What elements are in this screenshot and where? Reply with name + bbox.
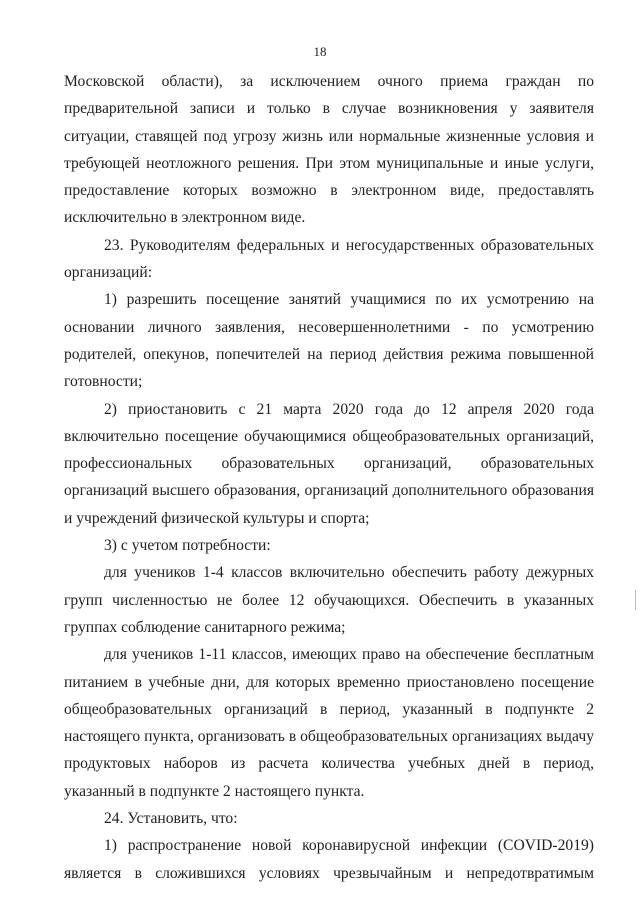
paragraph-item-23-2: 2) приостановить с 21 марта 2020 года до 12 апреля 2020 года включительно посещение обучающимися общеобразовательных организаций, профессиональных образовательных организаций, образовательных организаций высшего образования, организаций дополнительного образования и учреждений физической культуры и спорта; (64, 400, 594, 527)
paragraph-grades-1-4: для учеников 1-4 классов включительно обеспечить работу дежурных групп численностью не более 12 обучающихся. Обеспечить в указанных группах соблюдение санитарного режима; (64, 564, 594, 636)
paragraph-continuation: Московской области), за исключением очного приема граждан по предварительной записи и только в случае возникновения у заявителя ситуации, ставящей под угрозу жизнь или нормальные жизненные условия и требующей неотложного решения. При этом муниципальные и иные услуги, предоставление которых возможно в электронном виде, предоставлять исключительно в электронном виде. (64, 73, 594, 227)
paragraph-grades-1-11: для учеников 1-11 классов, имеющих право на обеспечение бесплатным питанием в учебные дни, для которых временно приостановлено посещение общеобразовательных организаций в период, указанный в подпункте 2 настоящего пункта, организовать в общеобразовательных организациях выдачу продуктовых наборов из расчета количества учебных дней в период, указанный в подпункте 2 настоящего пункта. (64, 646, 594, 800)
scan-edge-mark (635, 590, 636, 610)
paragraph-item-23-1: 1) разрешить посещение занятий учащимися по их усмотрению на основании личного заявления, несовершеннолетними - по усмотрению родителей, опекунов, попечителей на период действия режима повышенной готовности; (64, 291, 594, 391)
paragraph-item-24: 24. Установить, что: (104, 810, 238, 828)
page-number: 18 (313, 44, 327, 59)
document-body (64, 68, 594, 887)
paragraph-item-24-1: 1) распространение новой коронавирусной инфекции (COVID-2019) является в сложившихся условиях чрезвычайным и непредотвратимым (64, 837, 594, 882)
paragraph-item-23-3: 3) с учетом потребности: (104, 537, 271, 555)
paragraph-item-23: 23. Руководителям федеральных и негосударственных образовательных организаций: (64, 236, 594, 282)
